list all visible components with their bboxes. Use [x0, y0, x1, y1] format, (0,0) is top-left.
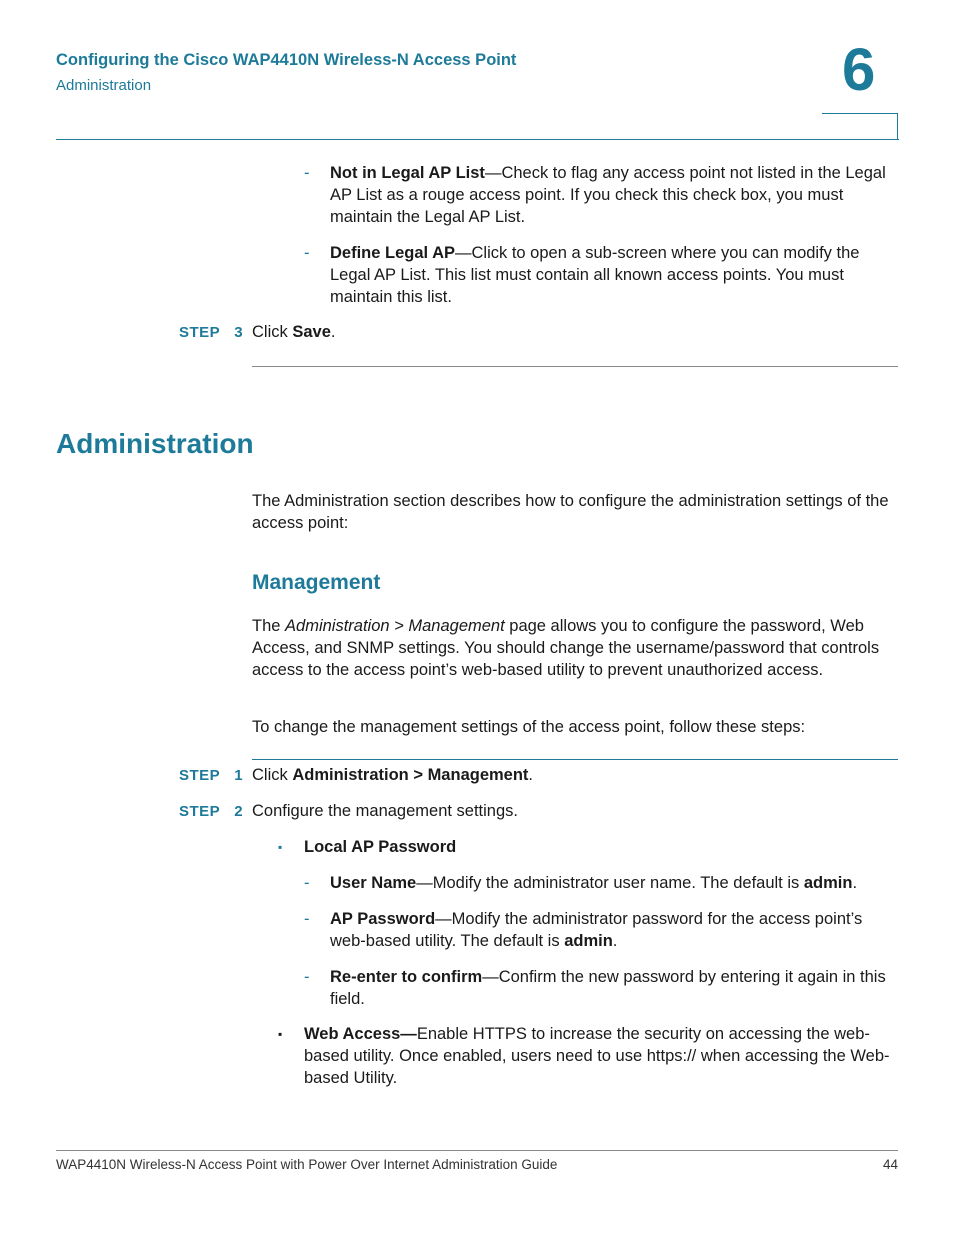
steps-start-rule — [252, 759, 898, 760]
footer-title: WAP4410N Wireless-N Access Point with Power Over Internet Administration Guide — [56, 1157, 558, 1172]
term: Not in Legal AP List — [330, 164, 485, 182]
step-text: Click Administration > Management. — [252, 766, 534, 784]
dash-bullet-icon: - — [304, 244, 310, 262]
page-number: 44 — [882, 1157, 898, 1172]
term: Define Legal AP — [330, 244, 455, 262]
section-intro: The Administration section describes how to configure the administration settings of the access point: — [252, 492, 889, 532]
step-end-rule — [252, 366, 898, 367]
list-item: - AP Password—Modify the administrator password for the access point’s web-based utility. The default is admin. — [304, 910, 863, 950]
dash-bullet-icon: - — [304, 968, 310, 986]
steps-intro: To change the management settings of the access point, follow these steps: — [252, 718, 806, 736]
chapter-number: 6 — [842, 36, 876, 103]
bullet-item: ▪ Web Access—Enable HTTPS to increase the security on accessing the web-based utility. Once enabled, users need to use https:// when accessing the Web-based Utility. — [278, 1025, 890, 1087]
management-paragraph: The Administration > Management page allows you to configure the password, Web Access, and SNMP settings. You should change the username/password that controls access to the access point’s web-based utility to prevent unauthorized access. — [252, 617, 880, 679]
square-bullet-icon: ▪ — [278, 1027, 283, 1041]
subsection-title: Management — [252, 571, 381, 594]
running-header-title: Configuring the Cisco WAP4410N Wireless-N Access Point — [56, 51, 517, 69]
dash-bullet-icon: - — [304, 874, 310, 892]
list-item: - User Name—Modify the administrator user name. The default is admin. — [304, 874, 858, 892]
list-item — [304, 242, 898, 308]
bullet-item: ▪ Local AP Password — [278, 838, 457, 856]
step-label: STEP 2 — [179, 803, 244, 820]
dash-bullet-icon: - — [304, 164, 310, 182]
list-item — [304, 162, 898, 228]
step-label: STEP 1 — [179, 767, 244, 784]
step-text: Configure the management settings. — [252, 802, 518, 820]
section-title: Administration — [56, 428, 254, 459]
header-rule — [56, 139, 899, 140]
step-label: STEP 3 — [179, 324, 244, 341]
footer-rule — [56, 1150, 898, 1151]
description: —Click to open a sub-screen where you can modify the Legal AP List. This list must contain all known access points. You must maintain this list. — [330, 244, 860, 306]
dash-bullet-icon: - — [304, 910, 310, 928]
chapter-tab-frame — [822, 113, 898, 139]
step-text: Click Save. — [252, 323, 336, 341]
description: —Check to flag any access point not listed in the Legal AP List as a rouge access point. If you check this check box, you must maintain the Legal AP List. — [330, 164, 886, 226]
square-bullet-icon: ▪ — [278, 840, 283, 854]
running-header-section: Administration — [56, 77, 152, 94]
list-item: - Re-enter to confirm—Confirm the new password by entering it again in this field. — [304, 968, 886, 1008]
